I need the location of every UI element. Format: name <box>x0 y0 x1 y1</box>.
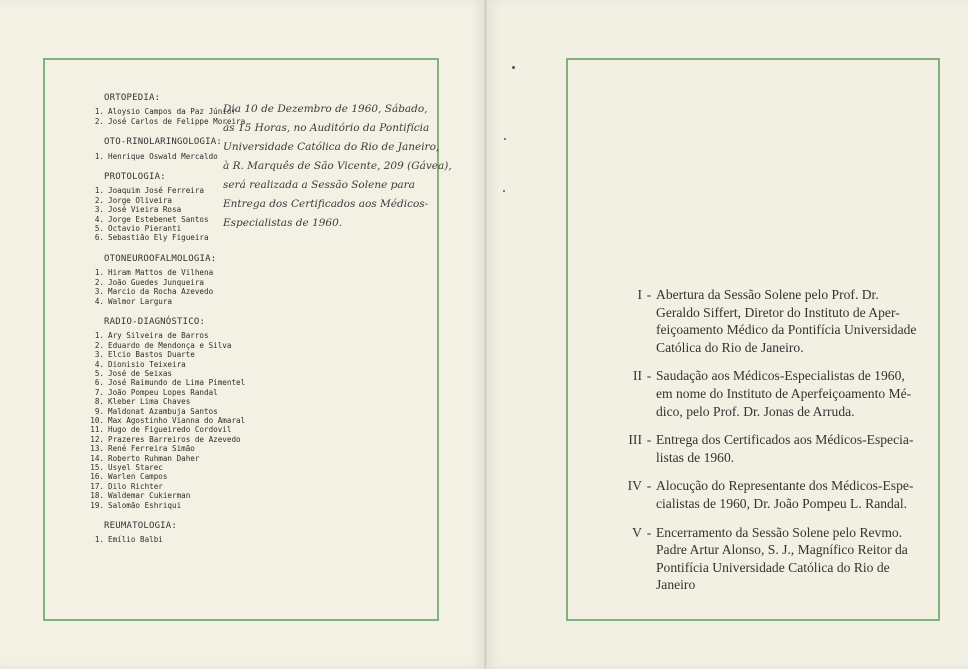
doctor-list-item <box>88 407 428 416</box>
program-item-line: Alocução do Representante dos Médicos-Espe- <box>656 478 914 494</box>
doctor-number: 1. <box>94 186 104 196</box>
doctor-name: Emílio Balbi <box>108 535 163 545</box>
doctor-number: 10. <box>90 415 104 425</box>
doctor-number: 4. <box>94 214 104 224</box>
doctor-list-item <box>88 482 428 491</box>
program-item-line: Católica do Rio de Janeiro. <box>656 339 804 355</box>
program-item-separator: - <box>646 432 652 448</box>
doctor-name: Jorge Estebenet Santos <box>108 214 209 224</box>
program-item-number: V <box>632 524 642 540</box>
doctor-number: 3. <box>94 287 104 297</box>
doctor-name: Salomão Eshriqui <box>108 500 182 510</box>
doctor-number: 3. <box>94 205 104 215</box>
paper-speck <box>504 138 506 140</box>
doctor-number: 15. <box>90 463 104 472</box>
program-item-line: Abertura da Sessão Solene pelo Prof. Dr. <box>656 287 879 302</box>
program-item-number: II <box>632 368 642 384</box>
doctor-list <box>88 331 428 510</box>
doctor-name: João Guedes Junqueira <box>108 277 205 287</box>
program-item-number: I <box>637 287 642 302</box>
doctor-name: João Pompeu Lopes Randal <box>108 387 218 397</box>
doctor-list-item <box>88 416 428 425</box>
program-item-text <box>656 286 922 356</box>
doctor-name: Ary Silveira de Barros <box>108 331 209 341</box>
doctor-name: Hugo de Figueiredo Cordovil <box>108 425 232 435</box>
doctor-number: 11. <box>90 425 104 435</box>
doctor-name: Sebastião Ely Figueira <box>108 233 209 243</box>
announcement-line: Dia 10 de Dezembro de 1960, Sábado, <box>223 103 428 115</box>
doctor-list-item <box>88 331 428 340</box>
doctor-name: Roberto Ruhman Daher <box>108 453 200 463</box>
doctor-name: José Vieira Rosa <box>108 205 182 215</box>
doctor-number: 1. <box>94 268 104 278</box>
announcement-line: Especialistas de 1960. <box>223 217 343 229</box>
program-item-separator: - <box>646 524 652 540</box>
doctor-number: 8. <box>94 397 104 407</box>
doctor-name: Octavio Pieranti <box>108 224 182 234</box>
doctor-name: Hiram Mattos de Vilhena <box>108 268 214 278</box>
program-item-line: Pontifícia Universidade Católica do Rio de <box>656 559 890 575</box>
doctor-number: 2. <box>94 116 104 126</box>
program-item-line: Entrega dos Certificados aos Médicos-Especia- <box>656 432 914 448</box>
program-item <box>602 431 922 466</box>
paper-speck <box>503 190 505 192</box>
doctor-list-item <box>88 297 428 306</box>
announcement-line: Entrega dos Certificados aos Médicos- <box>223 198 429 210</box>
program-item-text <box>656 524 922 594</box>
doctor-list-item <box>88 233 428 242</box>
doctor-name: Prazeres Barreiros de Azevedo <box>108 434 241 444</box>
doctor-list-item <box>88 501 428 510</box>
doctor-name: Dilo Richter <box>108 481 163 491</box>
doctor-list-item <box>88 369 428 378</box>
doctor-number: 18. <box>90 491 104 501</box>
doctor-name: Elcio Bastos Duarte <box>108 350 195 360</box>
doctor-name: José Raimundo de Lima Pimentel <box>108 378 246 388</box>
doctor-list-item <box>88 535 428 544</box>
program-item-number: IV <box>627 478 642 494</box>
doctor-number: 1. <box>94 331 104 341</box>
specialty-section <box>88 255 428 306</box>
doctor-number: 1. <box>94 151 104 161</box>
doctor-name: Warlen Campos <box>108 472 168 482</box>
program-item-line: listas de 1960. <box>656 449 735 465</box>
program-item-separator: - <box>646 368 652 384</box>
program-item-line: Geraldo Siffert, Diretor do Instituto de Aper- <box>656 304 900 320</box>
specialty-title: REUMATOLOGIA: <box>104 521 178 532</box>
doctor-name: Maldonat Azambuja Santos <box>108 406 218 416</box>
announcement-line: será realizada a Sessão Solene para <box>223 179 415 191</box>
specialty-section <box>88 318 428 510</box>
doctor-number: 1. <box>94 535 104 545</box>
announcement-line: às 15 Horas, no Auditório da Pontifícia <box>223 122 430 134</box>
doctor-list-item <box>88 388 428 397</box>
doctor-number: 4. <box>94 359 104 369</box>
doctor-number: 16. <box>90 472 104 482</box>
doctor-number: 2. <box>94 195 104 205</box>
doctor-name: Jorge Oliveira <box>108 195 173 205</box>
doctor-number: 13. <box>90 444 104 454</box>
program-item <box>602 524 922 594</box>
doctor-list-item <box>88 341 428 350</box>
specialty-title: PROTOLOGIA: <box>104 172 166 183</box>
program-item-line: Janeiro <box>656 577 696 593</box>
doctor-list-item <box>88 268 428 277</box>
doctor-number: 1. <box>94 107 104 117</box>
doctor-list-item <box>88 287 428 296</box>
paper-speck <box>512 66 515 69</box>
doctor-list-item <box>88 435 428 444</box>
doctor-name: Max Agostinho Vianna do Amaral <box>108 415 246 425</box>
doctor-name: José de Seixas <box>108 368 173 378</box>
program-item-line: cialistas de 1960, Dr. João Pompeu L. Randal. <box>656 495 908 511</box>
program-item-line: Saudação aos Médicos-Especialistas de 1960, <box>656 368 905 384</box>
doctor-number: 9. <box>94 406 104 416</box>
doctor-name: Dionisio Teixeira <box>108 359 186 369</box>
doctor-name: Walmor Largura <box>108 296 173 306</box>
doctor-number: 17. <box>90 481 104 491</box>
specialty-title: OTO-RINOLARINGOLOGIA: <box>104 137 222 148</box>
doctor-number: 2. <box>94 340 104 350</box>
program-item-text <box>656 477 922 512</box>
doctor-number: 14. <box>90 453 104 463</box>
doctor-list-item <box>88 425 428 434</box>
program-item-separator: - <box>646 478 652 494</box>
doctor-list <box>88 268 428 306</box>
program-item <box>602 367 922 420</box>
program-item <box>602 286 922 356</box>
doctor-name: Aloysio Campos da Paz Júnior <box>108 107 237 117</box>
doctor-number: 4. <box>94 296 104 306</box>
doctor-list-item <box>88 278 428 287</box>
program-item-line: feiçoamento Médico da Pontifícia Universidade <box>656 322 917 338</box>
program-item-line: dico, pelo Prof. Dr. Jonas de Arruda. <box>656 403 855 419</box>
program-item-separator: - <box>646 287 652 302</box>
announcement-line: à R. Marquês de São Vicente, 209 (Gávea), <box>223 160 452 172</box>
doctor-list-item <box>88 472 428 481</box>
doctor-number: 5. <box>94 368 104 378</box>
specialty-title: RADIO-DIAGNÓSTICO: <box>104 316 206 327</box>
doctor-list-item <box>88 454 428 463</box>
doctor-name: Waldemar Cukierman <box>108 491 191 501</box>
event-announcement <box>223 100 453 233</box>
doctor-list-item <box>88 360 428 369</box>
specialty-title: ORTOPEDIA: <box>104 93 161 103</box>
doctor-list-item <box>88 463 428 472</box>
doctor-name: Kleber Lima Chaves <box>108 397 191 407</box>
doctor-list-item <box>88 397 428 406</box>
program-item-line: Padre Artur Alonso, S. J., Magnífico Reitor da <box>656 542 908 558</box>
doctor-number: 7. <box>94 387 104 397</box>
announcement-line: Universidade Católica do Rio de Janeiro, <box>223 141 440 153</box>
specialty-title: OTONEUROOFALMOLOGIA: <box>104 253 217 264</box>
doctor-name: René Ferreira Simão <box>108 444 195 454</box>
doctor-name: Joaquim José Ferreira <box>108 186 205 196</box>
doctor-list-item <box>88 444 428 453</box>
doctor-name: Henrique Oswald Mercaldo <box>108 151 218 161</box>
doctor-name: Marcio da Rocha Azevedo <box>108 287 214 297</box>
doctor-name: José Carlos de Felippe Moreira <box>108 116 246 126</box>
doctor-number: 6. <box>94 378 104 388</box>
doctor-number: 2. <box>94 277 104 287</box>
specialty-section <box>88 522 428 545</box>
program-item-text <box>656 431 922 466</box>
program-item-line: em nome do Instituto de Aperfeiçoamento Mé- <box>656 385 912 401</box>
program-item-line: Encerramento da Sessão Solene pelo Revmo. <box>656 524 903 540</box>
doctor-name: Eduardo de Mendonça e Silva <box>108 340 232 350</box>
program-item-number: III <box>628 432 642 448</box>
doctor-number: 6. <box>94 233 104 243</box>
session-program <box>602 286 922 605</box>
doctor-list <box>88 535 428 544</box>
program-item-text <box>656 367 922 420</box>
doctor-name: Usyel Starec <box>108 463 163 472</box>
program-item <box>602 477 922 512</box>
doctor-number: 12. <box>90 434 104 444</box>
doctor-number: 3. <box>94 350 104 360</box>
doctor-number: 19. <box>90 500 104 510</box>
doctor-list-item <box>88 378 428 387</box>
doctor-number: 5. <box>94 224 104 234</box>
doctor-list-item <box>88 491 428 500</box>
doctor-list-item <box>88 350 428 359</box>
